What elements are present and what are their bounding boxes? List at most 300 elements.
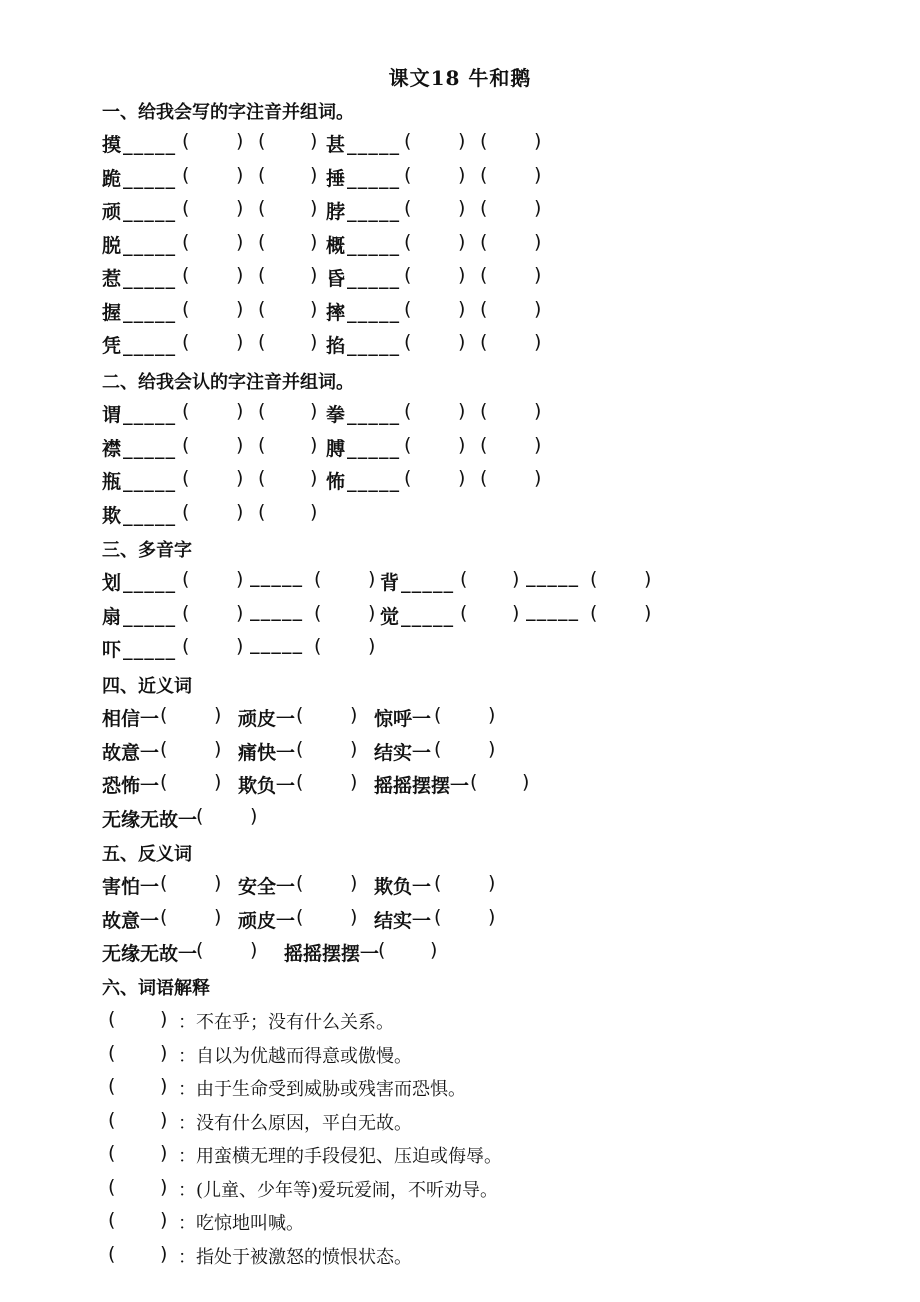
dash: 一 xyxy=(140,909,160,932)
right-paren: ) xyxy=(368,635,376,657)
word: 顽皮 xyxy=(238,909,277,932)
char-with-blank xyxy=(102,231,176,258)
answer-blank[interactable]: _____ xyxy=(347,337,401,356)
left-paren: ( xyxy=(480,230,488,253)
left-paren: ( xyxy=(108,1108,116,1131)
right-paren: ) xyxy=(512,568,520,590)
right-paren: ) xyxy=(458,297,466,320)
right-paren: ) xyxy=(534,433,542,456)
right-paren: ) xyxy=(534,163,542,186)
left-paren: ( xyxy=(258,297,266,320)
right-paren: ) xyxy=(488,704,496,726)
hanzi: 划 xyxy=(102,572,122,594)
word: 害怕 xyxy=(102,876,141,898)
right-paren: ) xyxy=(534,264,542,286)
answer-blank[interactable]: _____ xyxy=(123,607,177,627)
char-with-blank xyxy=(326,331,400,358)
word-item xyxy=(102,906,159,933)
right-paren: ) xyxy=(160,1242,168,1265)
right-paren: ) xyxy=(458,467,466,489)
right-paren: ) xyxy=(160,1075,168,1097)
right-paren: ) xyxy=(350,737,358,760)
dash: 一 xyxy=(140,708,160,730)
left-paren: ( xyxy=(404,297,412,320)
left-paren: ( xyxy=(314,568,322,590)
left-paren: ( xyxy=(378,939,386,961)
left-paren: ( xyxy=(182,467,190,489)
definition-text: ：由于生命受到威胁或残害而恐惧。 xyxy=(178,1079,466,1100)
hanzi: 扇 xyxy=(102,605,122,628)
definition-text: ：自以为优越而得意或傲慢。 xyxy=(178,1045,412,1067)
left-paren: ( xyxy=(108,1142,116,1164)
hanzi: 昏 xyxy=(326,268,346,290)
right-paren: ) xyxy=(644,601,652,624)
right-paren: ) xyxy=(458,130,466,152)
char-row xyxy=(0,130,920,160)
word: 相信 xyxy=(102,708,141,730)
char-row xyxy=(0,197,920,227)
hanzi: 惹 xyxy=(102,268,122,290)
answer-blank[interactable]: _____ xyxy=(123,270,177,289)
left-paren: ( xyxy=(434,905,442,928)
definition-text: ：指处于被激怒的愤恨状态。 xyxy=(178,1246,412,1268)
answer-blank[interactable]: _____ xyxy=(123,203,177,222)
word-pair-row xyxy=(0,704,920,734)
left-paren: ( xyxy=(460,568,468,590)
word: 摇摇摆摆 xyxy=(284,943,361,965)
answer-blank[interactable]: _____ xyxy=(123,236,177,256)
left-paren: ( xyxy=(108,1209,116,1231)
dash: 一 xyxy=(450,775,470,797)
right-paren: ) xyxy=(236,130,244,152)
right-paren: ) xyxy=(236,601,244,624)
answer-blank[interactable]: _____ xyxy=(347,473,401,492)
left-paren: ( xyxy=(258,230,266,253)
right-paren: ) xyxy=(310,163,318,186)
word-item xyxy=(374,704,431,731)
left-paren: ( xyxy=(182,130,190,152)
right-paren: ) xyxy=(512,601,520,624)
left-paren: ( xyxy=(182,297,190,320)
left-paren: ( xyxy=(160,737,168,760)
hanzi: 甚 xyxy=(326,134,346,156)
right-paren: ) xyxy=(160,1008,168,1030)
char-with-blank xyxy=(326,298,400,325)
right-paren: ) xyxy=(236,264,244,286)
hanzi: 摔 xyxy=(326,301,346,324)
char-row xyxy=(0,264,920,294)
definition-text: ：不在乎；没有什么关系。 xyxy=(178,1012,394,1033)
answer-blank[interactable]: _____ xyxy=(123,169,177,189)
left-paren: ( xyxy=(480,297,488,320)
polyphone-row xyxy=(0,635,920,665)
left-paren: ( xyxy=(258,433,266,456)
left-paren: ( xyxy=(196,804,204,827)
right-paren: ) xyxy=(534,297,542,320)
right-paren: ) xyxy=(430,939,438,961)
hanzi: 跪 xyxy=(102,167,122,190)
left-paren: ( xyxy=(182,500,190,523)
right-paren: ) xyxy=(236,331,244,353)
hanzi: 拳 xyxy=(326,404,346,426)
answer-blank[interactable]: _____ xyxy=(123,641,177,660)
left-paren: ( xyxy=(182,331,190,353)
word-item xyxy=(102,704,159,731)
answer-blank[interactable]: _____ xyxy=(347,236,401,256)
right-paren: ) xyxy=(534,331,542,353)
left-paren: ( xyxy=(434,737,442,760)
dash: 一 xyxy=(276,775,296,797)
right-paren: ) xyxy=(458,433,466,456)
left-paren: ( xyxy=(296,737,304,760)
left-paren: ( xyxy=(590,568,598,590)
right-paren: ) xyxy=(236,230,244,253)
left-paren: ( xyxy=(296,872,304,894)
char-row xyxy=(0,331,920,361)
left-paren: ( xyxy=(480,467,488,489)
char-with-blank xyxy=(102,635,176,662)
word: 结实 xyxy=(374,741,413,764)
char-row xyxy=(0,164,920,194)
left-paren: ( xyxy=(182,163,190,186)
char-with-blank xyxy=(102,298,176,325)
right-paren: ) xyxy=(160,1142,168,1164)
word: 顽皮 xyxy=(238,708,277,730)
word-pair-row xyxy=(0,939,920,969)
char-row xyxy=(0,434,920,464)
page-title: 课文18 牛和鹅 xyxy=(388,66,532,90)
hanzi: 吓 xyxy=(102,639,122,661)
right-paren: ) xyxy=(310,500,318,523)
left-paren: ( xyxy=(108,1242,116,1265)
char-with-blank xyxy=(102,568,176,595)
left-paren: ( xyxy=(258,500,266,523)
right-paren: ) xyxy=(310,467,318,489)
hanzi: 顽 xyxy=(102,201,122,223)
word: 故意 xyxy=(102,909,141,932)
hanzi: 襟 xyxy=(102,437,122,460)
dash: 一 xyxy=(178,943,198,965)
left-paren: ( xyxy=(404,163,412,186)
word: 摇摇摆摆 xyxy=(374,775,451,797)
char-row xyxy=(0,467,920,497)
char-with-blank xyxy=(326,231,400,258)
word: 结实 xyxy=(374,909,413,932)
right-paren: ) xyxy=(236,197,244,219)
left-paren: ( xyxy=(296,905,304,928)
left-paren: ( xyxy=(480,331,488,353)
answer-blank[interactable]: _____ xyxy=(123,406,177,425)
dash: 一 xyxy=(140,876,160,898)
answer-blank[interactable]: _____ xyxy=(347,303,401,323)
section-heading: 三、多音字 xyxy=(102,540,192,561)
char-with-blank xyxy=(102,400,176,427)
right-paren: ) xyxy=(368,601,376,624)
right-paren: ) xyxy=(488,737,496,760)
char-with-blank xyxy=(326,197,400,224)
word: 欺负 xyxy=(238,775,277,797)
hanzi: 谓 xyxy=(102,404,122,426)
section-heading: 五、反义词 xyxy=(102,844,192,865)
char-with-blank xyxy=(326,467,400,494)
right-paren: ) xyxy=(458,163,466,186)
answer-blank[interactable]: _____ xyxy=(401,574,455,593)
hanzi: 握 xyxy=(102,301,122,324)
char-with-blank xyxy=(102,164,176,191)
dash: 一 xyxy=(412,876,432,898)
right-paren: ) xyxy=(488,905,496,928)
char-with-blank xyxy=(102,197,176,224)
hanzi: 概 xyxy=(326,234,346,257)
right-paren: ) xyxy=(350,872,358,894)
left-paren: ( xyxy=(182,433,190,456)
word-pair-row xyxy=(0,906,920,936)
definition-text: ：吃惊地叫喊。 xyxy=(178,1213,304,1234)
right-paren: ) xyxy=(236,163,244,186)
right-paren: ) xyxy=(214,771,222,793)
answer-blank[interactable]: _____ xyxy=(123,136,177,155)
answer-blank[interactable]: _____ xyxy=(347,406,401,425)
right-paren: ) xyxy=(214,872,222,894)
answer-blank[interactable]: _____ xyxy=(347,169,401,189)
answer-blank[interactable]: _____ xyxy=(347,136,401,155)
answer-blank[interactable]: _____ xyxy=(250,601,304,621)
word-item xyxy=(102,872,159,899)
left-paren: ( xyxy=(590,601,598,624)
right-paren: ) xyxy=(236,500,244,523)
left-paren: ( xyxy=(404,197,412,219)
answer-blank[interactable]: _____ xyxy=(123,473,177,492)
hanzi: 捶 xyxy=(326,167,346,190)
right-paren: ) xyxy=(310,331,318,353)
right-paren: ) xyxy=(534,230,542,253)
right-paren: ) xyxy=(236,400,244,422)
left-paren: ( xyxy=(404,130,412,152)
char-with-blank xyxy=(326,434,400,461)
char-with-blank xyxy=(102,467,176,494)
left-paren: ( xyxy=(160,771,168,793)
left-paren: ( xyxy=(296,771,304,793)
answer-blank[interactable]: _____ xyxy=(123,506,177,526)
right-paren: ) xyxy=(458,331,466,353)
answer-blank[interactable]: _____ xyxy=(123,337,177,356)
right-paren: ) xyxy=(160,1108,168,1131)
dash: 一 xyxy=(276,909,296,932)
right-paren: ) xyxy=(236,433,244,456)
left-paren: ( xyxy=(182,635,190,657)
right-paren: ) xyxy=(250,804,258,827)
char-with-blank xyxy=(102,434,176,461)
left-paren: ( xyxy=(108,1175,116,1198)
dash: 一 xyxy=(276,876,296,898)
hanzi: 膊 xyxy=(326,437,346,460)
section-heading: 六、词语解释 xyxy=(102,978,210,999)
char-with-blank xyxy=(102,264,176,291)
right-paren: ) xyxy=(350,905,358,928)
left-paren: ( xyxy=(182,568,190,590)
right-paren: ) xyxy=(214,737,222,760)
char-with-blank xyxy=(102,130,176,157)
left-paren: ( xyxy=(314,601,322,624)
dash: 一 xyxy=(140,775,160,797)
left-paren: ( xyxy=(404,230,412,253)
left-paren: ( xyxy=(258,130,266,152)
right-paren: ) xyxy=(160,1175,168,1198)
answer-blank[interactable]: _____ xyxy=(347,203,401,222)
right-paren: ) xyxy=(160,1041,168,1064)
word-item xyxy=(238,771,295,798)
left-paren: ( xyxy=(160,704,168,726)
right-paren: ) xyxy=(522,771,530,793)
left-paren: ( xyxy=(258,400,266,422)
word-item xyxy=(102,738,159,765)
left-paren: ( xyxy=(404,264,412,286)
word-item xyxy=(374,771,469,798)
right-paren: ) xyxy=(534,197,542,219)
hanzi: 凭 xyxy=(102,335,122,357)
left-paren: ( xyxy=(160,905,168,928)
right-paren: ) xyxy=(310,433,318,456)
answer-blank[interactable]: _____ xyxy=(347,270,401,289)
word-item xyxy=(374,906,431,933)
left-paren: ( xyxy=(480,433,488,456)
word: 故意 xyxy=(102,741,141,764)
left-paren: ( xyxy=(182,400,190,422)
left-paren: ( xyxy=(182,197,190,219)
left-paren: ( xyxy=(258,467,266,489)
left-paren: ( xyxy=(108,1041,116,1064)
answer-blank[interactable]: _____ xyxy=(526,601,580,621)
left-paren: ( xyxy=(314,635,322,657)
left-paren: ( xyxy=(182,230,190,253)
answer-blank[interactable]: _____ xyxy=(526,568,580,587)
word-item xyxy=(238,872,295,899)
right-paren: ) xyxy=(214,704,222,726)
answer-blank[interactable]: _____ xyxy=(401,607,455,627)
word: 安全 xyxy=(238,876,277,898)
char-with-blank xyxy=(326,130,400,157)
word: 痛快 xyxy=(238,741,277,764)
left-paren: ( xyxy=(182,601,190,624)
dash: 一 xyxy=(140,741,160,764)
right-paren: ) xyxy=(236,297,244,320)
left-paren: ( xyxy=(258,264,266,286)
section-heading: 一、给我会写的字注音并组词。 xyxy=(102,102,354,123)
polyphone-row xyxy=(0,602,920,632)
hanzi: 脖 xyxy=(326,201,346,223)
left-paren: ( xyxy=(108,1075,116,1097)
dash: 一 xyxy=(412,708,432,730)
hanzi: 掐 xyxy=(326,335,346,357)
word: 无缘无故 xyxy=(102,808,179,831)
char-row xyxy=(0,501,920,531)
char-with-blank xyxy=(102,501,176,528)
char-row xyxy=(0,231,920,261)
word-item xyxy=(102,771,159,798)
right-paren: ) xyxy=(368,568,376,590)
word-item xyxy=(238,704,295,731)
word: 惊呼 xyxy=(374,708,413,730)
left-paren: ( xyxy=(480,264,488,286)
char-with-blank xyxy=(380,568,454,595)
answer-blank[interactable]: _____ xyxy=(123,303,177,323)
word-pair-row xyxy=(0,872,920,902)
right-paren: ) xyxy=(350,771,358,793)
left-paren: ( xyxy=(404,400,412,422)
right-paren: ) xyxy=(534,400,542,422)
answer-blank[interactable]: _____ xyxy=(123,439,177,459)
dash: 一 xyxy=(276,741,296,764)
definition-text: ：没有什么原因，平白无故。 xyxy=(178,1112,412,1134)
right-paren: ) xyxy=(488,872,496,894)
right-paren: ) xyxy=(214,905,222,928)
left-paren: ( xyxy=(480,400,488,422)
word-item xyxy=(102,805,197,832)
left-paren: ( xyxy=(480,197,488,219)
word-item xyxy=(238,906,295,933)
section-heading: 四、近义词 xyxy=(102,676,192,697)
left-paren: ( xyxy=(258,197,266,219)
word-item xyxy=(102,939,197,966)
right-paren: ) xyxy=(458,400,466,422)
right-paren: ) xyxy=(310,297,318,320)
left-paren: ( xyxy=(160,872,168,894)
hanzi: 瓶 xyxy=(102,471,122,493)
hanzi: 怖 xyxy=(326,471,346,493)
answer-blank[interactable]: _____ xyxy=(347,439,401,459)
right-paren: ) xyxy=(236,568,244,590)
char-with-blank xyxy=(102,602,176,629)
right-paren: ) xyxy=(250,939,258,961)
right-paren: ) xyxy=(310,230,318,253)
right-paren: ) xyxy=(310,400,318,422)
word-pair-row xyxy=(0,771,920,801)
left-paren: ( xyxy=(404,467,412,489)
right-paren: ) xyxy=(458,264,466,286)
answer-blank[interactable]: _____ xyxy=(250,568,304,587)
word: 恐怖 xyxy=(102,775,141,797)
hanzi: 背 xyxy=(380,572,400,594)
left-paren: ( xyxy=(258,331,266,353)
left-paren: ( xyxy=(182,264,190,286)
right-paren: ) xyxy=(350,704,358,726)
right-paren: ) xyxy=(458,197,466,219)
answer-blank[interactable]: _____ xyxy=(250,635,304,654)
char-with-blank xyxy=(102,331,176,358)
polyphone-row xyxy=(0,568,920,598)
hanzi: 觉 xyxy=(380,605,400,628)
right-paren: ) xyxy=(534,467,542,489)
char-row xyxy=(0,400,920,430)
left-paren: ( xyxy=(404,331,412,353)
left-paren: ( xyxy=(460,601,468,624)
word-item xyxy=(238,738,295,765)
right-paren: ) xyxy=(310,264,318,286)
dash: 一 xyxy=(276,708,296,730)
word: 欺负 xyxy=(374,876,413,898)
left-paren: ( xyxy=(108,1008,116,1030)
word-item xyxy=(284,939,379,966)
left-paren: ( xyxy=(404,433,412,456)
word-pair-row xyxy=(0,738,920,768)
section-heading: 二、给我会认的字注音并组词。 xyxy=(102,372,354,393)
right-paren: ) xyxy=(458,230,466,253)
answer-blank[interactable]: _____ xyxy=(123,574,177,593)
left-paren: ( xyxy=(470,771,478,793)
right-paren: ) xyxy=(644,568,652,590)
dash: 一 xyxy=(412,741,432,764)
left-paren: ( xyxy=(480,163,488,186)
